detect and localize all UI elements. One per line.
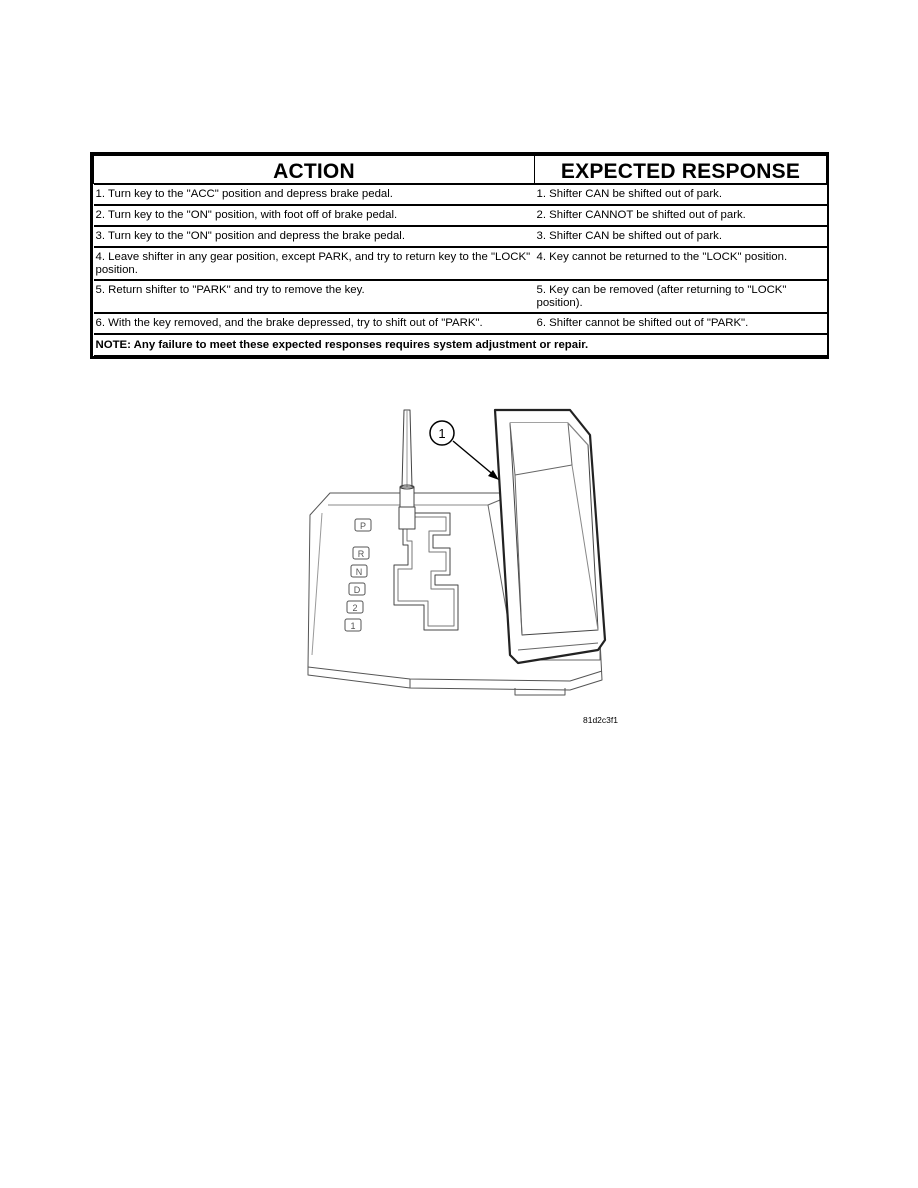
shifter-console-illustration — [300, 405, 630, 705]
table-row — [94, 280, 827, 313]
table-header-row — [94, 156, 827, 184]
response-cell: 6. Shifter cannot be shifted out of "PARK". — [535, 314, 827, 333]
response-cell: 1. Shifter CAN be shifted out of park. — [535, 185, 827, 204]
expected-response-header: EXPECTED RESPONSE — [535, 156, 827, 184]
gear-indicator-n — [351, 565, 367, 577]
note-text: NOTE: Any failure to meet these expected responses requires system adjustment or repair. — [94, 335, 827, 355]
shifter-interlock-check-table — [90, 152, 829, 359]
svg-text:D: D — [353, 585, 361, 595]
response-cell: 2. Shifter CANNOT be shifted out of park. — [535, 206, 827, 225]
response-cell: 4. Key cannot be returned to the "LOCK" position. — [535, 248, 827, 279]
action-cell: 4. Leave shifter in any gear position, except PARK, and try to return key to the "LOCK" position. — [94, 248, 535, 279]
gear-indicator-1 — [345, 619, 361, 631]
gear-indicator-d — [349, 583, 365, 595]
callout-1 — [430, 421, 499, 480]
gear-indicator-2 — [347, 601, 363, 613]
gear-indicator-r — [353, 547, 369, 559]
action-cell: 6. With the key removed, and the brake depressed, try to shift out of "PARK". — [94, 314, 535, 333]
svg-text:1: 1 — [438, 426, 446, 441]
action-cell: 2. Turn key to the "ON" position, with foot off of brake pedal. — [94, 206, 535, 225]
response-cell: 5. Key can be removed (after returning to "LOCK" position). — [535, 281, 827, 312]
table-row — [94, 226, 827, 247]
svg-text:N: N — [355, 567, 363, 577]
action-cell: 3. Turn key to the "ON" position and depress the brake pedal. — [94, 227, 535, 246]
action-header: ACTION — [94, 156, 535, 184]
response-cell: 3. Shifter CAN be shifted out of park. — [535, 227, 827, 246]
gear-indicator-p — [355, 519, 371, 531]
action-response-table — [93, 155, 827, 356]
svg-text:2: 2 — [352, 603, 358, 613]
table-row — [94, 313, 827, 334]
table-row — [94, 205, 827, 226]
svg-text:R: R — [357, 549, 365, 559]
note-row — [94, 334, 827, 356]
table-row — [94, 184, 827, 206]
figure-reference-code: 81d2c3f1 — [583, 715, 618, 725]
svg-text:P: P — [359, 521, 367, 531]
svg-text:1: 1 — [350, 621, 356, 631]
table-row — [94, 247, 827, 280]
action-cell: 1. Turn key to the "ACC" position and depress brake pedal. — [94, 185, 535, 204]
action-cell: 5. Return shifter to "PARK" and try to remove the key. — [94, 281, 535, 312]
